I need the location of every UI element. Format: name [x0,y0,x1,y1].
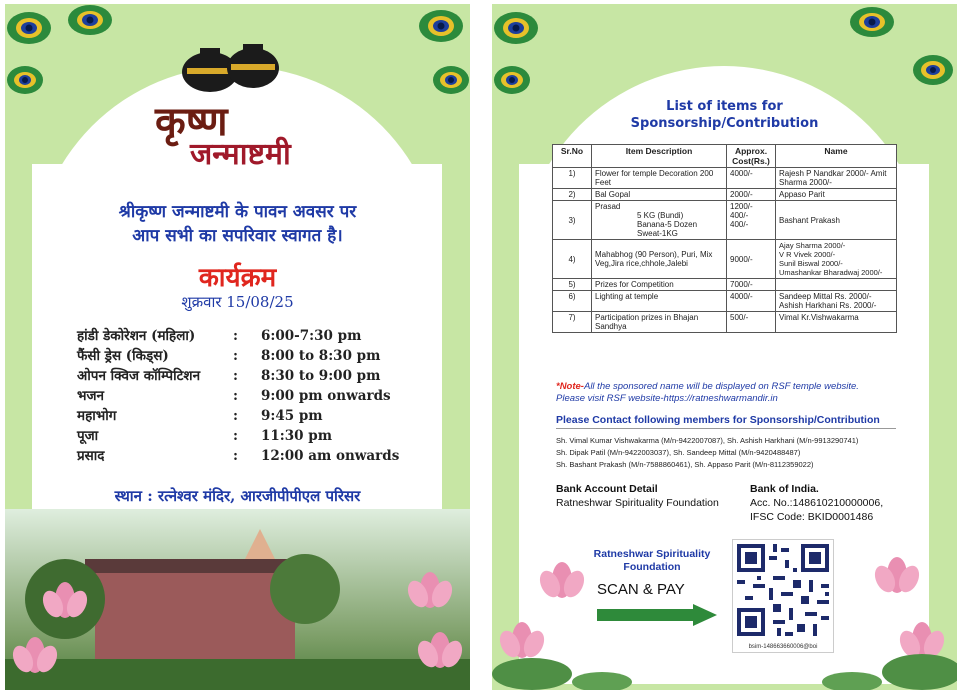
sub-item: 5 KG (Bundi) [637,211,684,220]
schedule-row [77,386,437,406]
table-row [553,279,897,291]
schedule-event: महाभोग [77,408,117,424]
schedule-event: हांडी डेकोरेशन (महिला) [77,328,196,344]
table-row [553,312,897,333]
schedule-colon: : [233,428,238,444]
peacock-feather-icon [413,56,470,118]
schedule-row [77,346,437,366]
ifsc-code: IFSC Code: BKID0001486 [750,511,874,523]
sub-item: Sweat-1KG [637,229,678,238]
schedule-row [77,426,437,446]
sponsor-name: Sandeep Mittal Rs. 2000/- [779,292,872,301]
greeting-line-1: श्रीकृष्ण जन्माष्टमी के पावन अवसर पर [118,202,357,222]
col-cost: Approx. Cost(Rs.) [727,145,776,168]
list-title-line-1: List of items for [666,99,783,114]
table-row [553,201,897,240]
cell-name: Bashant Prakash [776,201,897,240]
sponsor-name: Ajay Sharma 2000/- [779,241,846,250]
contact-list [556,435,858,471]
sub-cost: 1200/- [730,202,753,211]
schedule-colon: : [233,328,238,344]
sponsorship-table [552,144,897,333]
cell-name [776,291,897,312]
cell-name [776,279,897,291]
cell-cost: 9000/- [727,240,776,279]
schedule-colon: : [233,448,238,464]
title-janmashtami: जन्माष्टमी [190,137,291,172]
greeting-line-2: आप सभी का सपरिवार स्वागत है। [132,226,343,246]
sponsor-name: Sunil Biswal 2000/- [779,259,843,268]
cell-description [592,201,727,240]
cell-cost: 7000/- [727,279,776,291]
bank-info [750,482,883,524]
sponsorship-panel [492,4,957,690]
sponsor-name: Umashankar Bharadwaj 2000/- [779,268,883,277]
schedule-colon: : [233,408,238,424]
col-name: Name [776,145,897,168]
contact-line: Sh. Dipak Patil (M/n-9422003037), Sh. Sandeep Mittal (M/n-9420488487) [556,448,801,457]
schedule-colon: : [233,368,238,384]
note-text: All the sponsored name will be displayed on RSF temple website. [583,381,859,392]
event-date: शुक्रवार 15/08/25 [181,293,294,311]
cell-cost: 4000/- [727,291,776,312]
cell-srno: 2) [553,189,592,201]
schedule-event: पूजा [77,428,99,444]
sponsor-name: V R Vivek 2000/- [779,250,836,259]
account-holder: Ratneshwar Spirituality Foundation [556,497,719,509]
foundation-line-2: Foundation [623,561,681,573]
account-number: Acc. No.:148610210000006, [750,497,884,509]
schedule-list [77,326,437,466]
cell-description: Participation prizes in Bhajan Sandhya [592,312,727,333]
schedule-row [77,366,437,386]
table-row [553,189,897,201]
schedule-event: फैंसी ड्रेस (किड्स) [77,348,169,364]
list-title [492,98,957,132]
schedule-colon: : [233,348,238,364]
qr-code-icon [733,540,833,640]
lotus-icon [532,544,592,604]
col-srno: Sr.No [553,145,592,168]
schedule-time: 6:00-7:30 pm [261,328,362,344]
schedule-time: 8:30 to 9:00 pm [261,368,381,384]
schedule-time: 9:45 pm [261,408,323,424]
schedule-row [77,446,437,466]
contact-heading: Please Contact following members for Sponsorship/Contribution [556,414,880,426]
peacock-feather-icon [60,4,122,66]
foundation-name [592,548,712,574]
cell-description: Mahabhog (90 Person), Puri, Mix Veg,Jira rice,chhole,Jalebi [592,240,727,279]
title-krishna: कृष्ण [155,98,228,145]
table-row [553,168,897,189]
cell-name: Appaso Parit [776,189,897,201]
sub-cost: 400/- [730,211,749,220]
sub-cost: 400/- [730,220,749,229]
sponsor-name: Ashish Harkhani Rs. 2000/- [779,301,877,310]
contact-line: Sh. Vimal Kumar Vishwakarma (M/n-9422007087), Sh. Ashish Harkhani (M/n-9913290741) [556,436,859,445]
foundation-line-1: Ratneshwar Spirituality [593,548,711,560]
note-line-2: Please visit RSF website- [556,393,664,404]
schedule-time: 11:30 pm [261,428,332,444]
list-title-line-2: Sponsorship/Contribution [630,116,819,131]
contact-line: Sh. Bashant Prakash (M/n-7588860461), Sh. Appaso Parit (M/n-8112359022) [556,460,814,469]
col-description: Item Description [592,145,727,168]
cell-cost [727,201,776,240]
sponsor-note [556,381,956,405]
cell-srno: 5) [553,279,592,291]
bank-account-detail [556,482,719,510]
scan-pay-label: SCAN & PAY [597,581,685,598]
schedule-time: 12:00 am onwards [261,448,400,464]
program-title: कार्यक्रम [198,263,277,293]
lotus-icon [410,614,470,674]
schedule-row [77,326,437,346]
sub-item: Banana-5 Dozen [637,220,698,229]
note-prefix: *Note- [556,381,584,392]
schedule-event: ओपन क्विज कॉम्पिटिशन [77,368,201,384]
cell-cost: 2000/- [727,189,776,201]
peacock-feather-icon [5,56,67,118]
schedule-row [77,406,437,426]
cell-name: Vimal Kr.Vishwakarma [776,312,897,333]
website-link[interactable]: https://ratneshwarmandir.in [663,393,778,404]
cell-cost: 4000/- [727,168,776,189]
cell-srno: 6) [553,291,592,312]
lotus-icon [35,564,95,624]
schedule-colon: : [233,388,238,404]
table-row [553,240,897,279]
item-label: Prasad [595,202,621,211]
cell-name [776,240,897,279]
cell-srno: 1) [553,168,592,189]
lotus-icon [400,554,460,614]
matki-pot-icon [175,34,285,94]
schedule-event: भजन [77,388,104,404]
cell-description: Flower for temple Decoration 200 Feet [592,168,727,189]
cell-description: Bal Gopal [592,189,727,201]
table-header-row [553,145,897,168]
cell-srno: 3) [553,201,592,240]
cell-srno: 4) [553,240,592,279]
table-row [553,291,897,312]
cell-name: Rajesh P Nandkar 2000/- Amit Sharma 2000/- [776,168,897,189]
festival-title [135,92,345,182]
venue: स्थान : रत्नेश्वर मंदिर, आरजीपीपीएल परिसर [114,487,361,505]
upi-id: bsim-148663660006@boi [748,644,818,650]
lotus-icon [5,619,65,679]
invitation-panel [5,4,470,690]
lily-pads [492,644,957,690]
schedule-time: 9:00 pm onwards [261,388,391,404]
payment-qr-code[interactable] [732,539,834,653]
lotus-icon [867,539,927,599]
cell-description: Prizes for Competition [592,279,727,291]
arrow-right-icon [597,604,717,626]
bank-name: Bank of India. [750,483,819,495]
schedule-event: प्रसाद [77,448,105,464]
cell-srno: 7) [553,312,592,333]
bank-heading: Bank Account Detail [556,483,658,495]
cell-cost: 500/- [727,312,776,333]
cell-description: Lighting at temple [592,291,727,312]
schedule-time: 8:00 to 8:30 pm [261,348,381,364]
divider [556,428,896,429]
